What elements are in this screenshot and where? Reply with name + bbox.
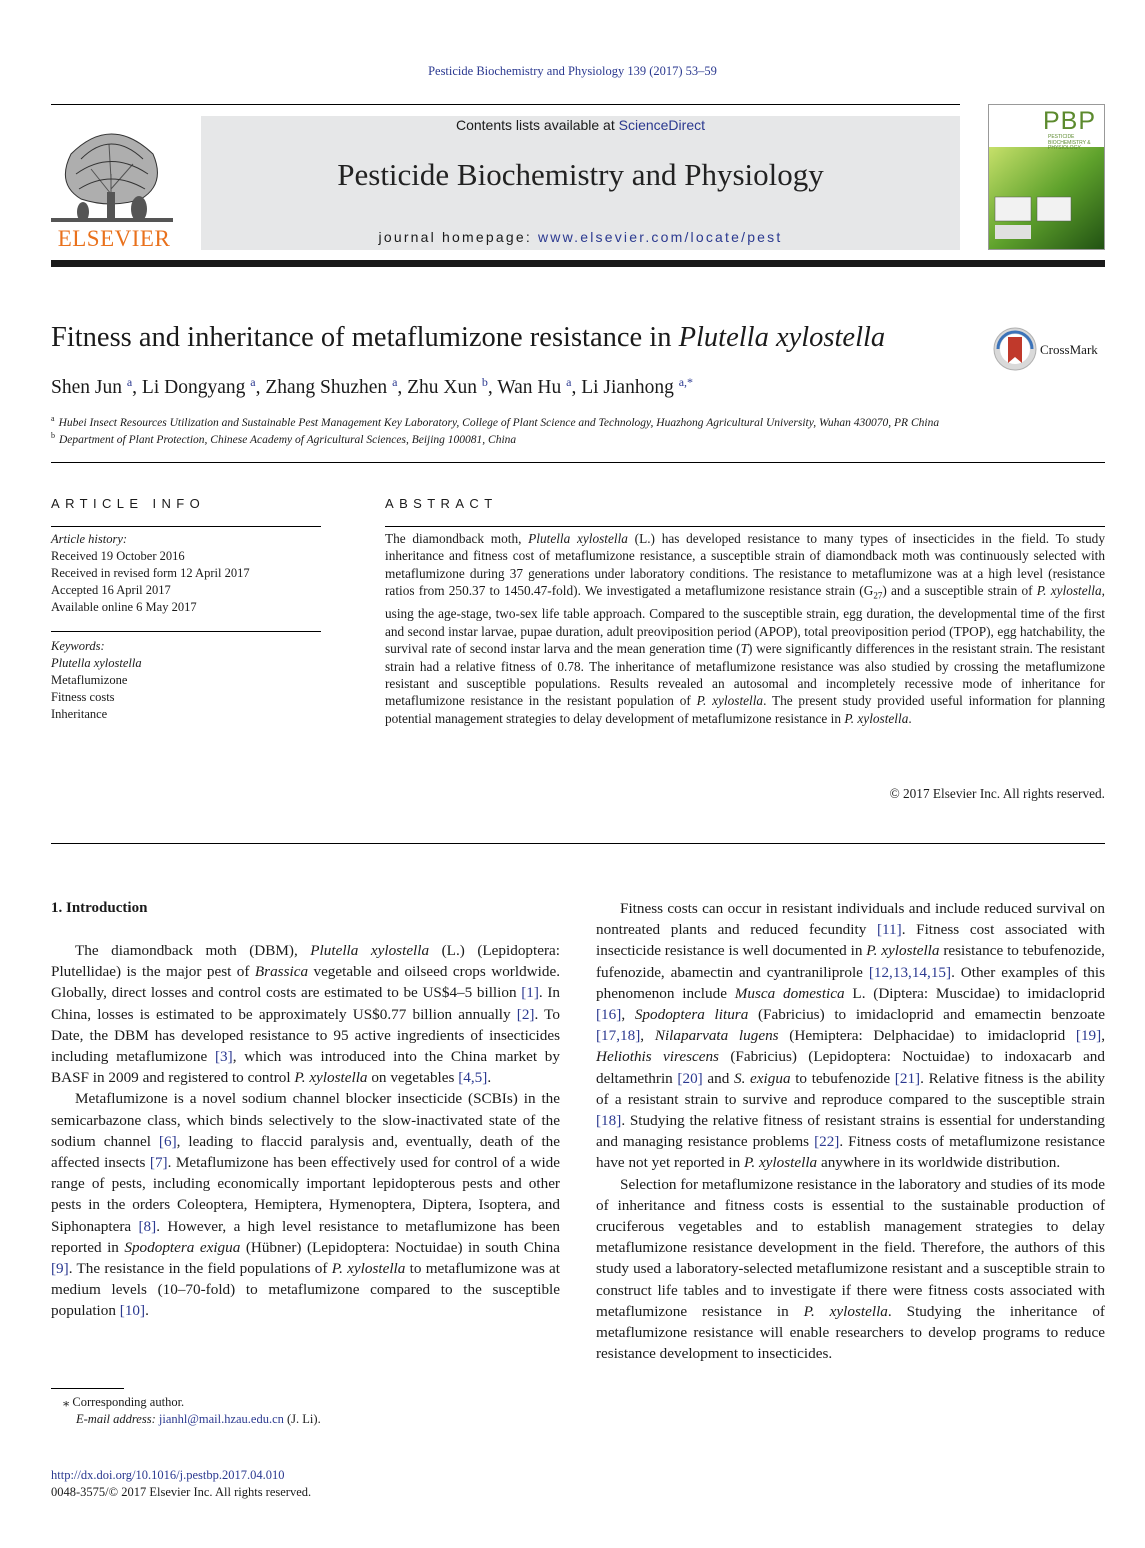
citation-link[interactable]: [3]: [214, 1048, 233, 1066]
introduction-heading: 1. Introduction: [51, 900, 148, 916]
history-accepted: Accepted 16 April 2017: [51, 583, 171, 597]
homepage-line: [201, 229, 960, 245]
body-paragraph: Metaflumizone is a novel sodium channel blocker insecticide (SCBIs) in the semicarbazone class, which binds selectively to the slow-inactivated state of the sodium channel [6], leading to flaccid paralysis and, eventually, death of the affected insects [7]. Metaflumizone has been effectively used for control of a wide range of pests, including economically important lepidopterous pests and other pests in the orders Coleoptera, Hemiptera, Hymenoptera, Diptera, Isoptera, and Siphonaptera [8]. However, a high level resistance to metaflumizone has been reported in Spodoptera exigua (Hübner) (Lepidoptera: Noctuidae) in south China [9]. The resistance in the field populations of P. xylostella to metaflumizone was at medium levels (10–70-fold) to metaflumizone compared to the susceptible population [10].: [51, 1090, 560, 1320]
affiliation-mark: a: [51, 414, 55, 423]
author-name[interactable]: Li Dongyang: [141, 377, 246, 398]
article-info-heading: ARTICLE INFO: [51, 496, 206, 511]
author-affiliation-mark[interactable]: a,*: [678, 375, 694, 389]
history-online: Available online 6 May 2017: [51, 600, 197, 614]
history-revised: Received in revised form 12 April 2017: [51, 566, 250, 580]
body-paragraph: Fitness costs can occur in resistant individuals and include reduced survival on nontreated plants and reduced fecundity [11]. Fitness cost associated with insecticide resistance is well documented in P. xylostella resistance to tebufenozide, fufenozide, abamectin and cyantraniliprole [12,13,14,15]. Other examples of this phenomenon include Musca domestica L. (Diptera: Muscidae) to imidacloprid [16], Spodoptera litura (Fabricius) to imidacloprid and emamectin benzoate [17,18], Nilaparvata lugens (Hemiptera: Delphacidae) to imidacloprid [19], Heliothis virescens (Fabricius) (Lepidoptera: Noctuidae) to indoxacarb and deltamethrin [20] and S. exigua to tebufenozide [21]. Relative fitness is the ability of a resistant strain to survive and reproduce compared to the susceptible strain [18]. Studying the relative fitness of resistant strains is essential for understanding and managing resistance problems [22]. Fitness costs of metaflumizone resistance have not yet reported in P. xylostella anywhere in its worldwide distribution.: [596, 900, 1106, 1172]
corresponding-label: Corresponding author.: [72, 1395, 185, 1409]
keyword: Fitness costs: [51, 690, 115, 704]
email-label: E-mail address:: [76, 1412, 156, 1426]
citation-link[interactable]: [2]: [516, 1005, 535, 1023]
crossmark-icon[interactable]: [993, 327, 1037, 371]
citation-link[interactable]: [9]: [51, 1260, 69, 1278]
abstract-end-rule: [51, 843, 1105, 844]
citation-link[interactable]: [19]: [1075, 1027, 1102, 1045]
citation-link[interactable]: [1]: [521, 984, 539, 1002]
author-name[interactable]: Wan Hu: [497, 377, 562, 398]
author-affiliation-mark[interactable]: a: [392, 375, 398, 389]
citation-link[interactable]: [17,18]: [596, 1027, 641, 1045]
crossmark-label[interactable]: CrossMark: [1040, 342, 1098, 357]
keywords-block: [51, 638, 142, 723]
keywords-rule: [51, 631, 321, 632]
author-name[interactable]: Zhang Shuzhen: [265, 377, 388, 398]
article-history: [51, 531, 250, 616]
history-label: Article history:: [51, 532, 128, 546]
email-suffix: (J. Li).: [283, 1412, 321, 1426]
title-block-rule: [51, 462, 1105, 463]
author-affiliation-mark[interactable]: b: [481, 375, 488, 389]
history-received: Received 19 October 2016: [51, 549, 185, 563]
keyword: Plutella xylostella: [51, 656, 142, 670]
citation-link[interactable]: [21]: [894, 1069, 921, 1087]
elsevier-wordmark: ELSEVIER: [57, 226, 171, 251]
citation-link[interactable]: [12,13,14,15]: [868, 963, 952, 981]
affiliation-text: Department of Plant Protection, Chinese Academy of Agricultural Sciences, Beijing 100081, China: [59, 433, 517, 446]
affiliation-a: [51, 414, 939, 429]
citation-link[interactable]: [7]: [149, 1154, 168, 1172]
journal-title: Pesticide Biochemistry and Physiology: [337, 157, 824, 192]
citation-link[interactable]: [16]: [596, 1006, 622, 1024]
author-name[interactable]: Shen Jun: [51, 377, 122, 398]
keyword: Metaflumizone: [51, 673, 128, 687]
abstract-rule: [385, 526, 1105, 527]
body-paragraph: The diamondback moth (DBM), Plutella xylostella (L.) (Lepidoptera: Plutellidae) is the major pest of Brassica vegetable and oilseed crops worldwide. Globally, direct losses and control costs are estimated to be US$4–5 billion [1]. In China, losses is estimated to be approximately US$0.77 billion annually [2]. To Date, the DBM has developed resistance to 95 active ingredients of insecticides including metaflumizone [3], which was introduced into the China market by BASF in 2009 and registered to control P. xylostella on vegetables [4,5].: [51, 942, 560, 1087]
body-paragraph: Selection for metaflumizone resistance in the laboratory and studies of its mode of inheritance and fitness costs is essential to the sustainable production of cruciferous vegetables and to establish management strategies to delay metaflumizone resistance development in the field. Therefore, the authors of this study used a laboratory-selected metaflumizone resistant and a susceptible strain to construct life tables and to investigate if there were fitness costs associated with metaflumizone resistance in P. xylostella. Studying the inheritance of metaflumizone resistance will enable researchers to develop programs to reduce resistance development to insecticides.: [596, 1175, 1105, 1363]
author-name[interactable]: Li Jianhong: [581, 377, 674, 398]
affiliation-text: Hubei Insect Resources Utilization and Sustainable Pest Management Key Laboratory, College of Plant Science and Technology, Huazhong Agricultural University, Wuhan 430070, PR China: [58, 416, 940, 429]
citation-link[interactable]: [22]: [814, 1133, 840, 1151]
citation-link[interactable]: [20]: [677, 1069, 703, 1087]
citation-link[interactable]: [4,5]: [458, 1069, 488, 1087]
abstract-text: The diamondback moth, Plutella xylostella (L.) has developed resistance to many types of insecticides in the field. To study inheritance and fitness cost of metaflumizone resistance, a susceptible strain of diamondback moth was continuously selected with metaflumizone during 37 generations under laboratory conditions. The resistance to metaflumizone was at a high level (resistance ratios from 250.37 to 1450.47-fold). We investigated a metaflumizone resistance strain $(G_{27})$ and a susceptible strain of P. xylostella, using the age-stage, two-sex life table approach. Compared to the susceptible strain, egg duration, the developmental time of the first and second instar larvae, pupae duration, adult preoviposition period (APOP), total preoviposition period (TPOP), egg hatchability, the survival rate of second instar larva and the mean generation time (T) were significantly differences in the resistant strain. The resistant strain had a relative fitness of 0.78. The inheritance of metaflumizone resistance was also studied by crossing the metaflumizone resistant and susceptible populations. Results revealed an autosomal and incompletely recessive mode of inheritance for metaflumizone resistance in the resistant population of P. xylostella. The present study provided useful information for planning potential management strategies to delay development of metaflumizone resistance in P. xylostella.: [385, 531, 1105, 726]
article-info-rule: [51, 526, 321, 527]
citation-link[interactable]: [11]: [876, 921, 902, 939]
cover-abbreviation: PBP: [1042, 107, 1096, 135]
journal-cover-thumbnail[interactable]: [988, 104, 1105, 250]
doi-block: [51, 1467, 311, 1501]
contents-prefix: Contents lists available at: [455, 117, 619, 133]
citation-link[interactable]: [8]: [138, 1217, 157, 1235]
footnote-star: ⁎: [63, 1395, 70, 1409]
author-affiliation-mark[interactable]: a: [126, 375, 133, 389]
citation-link[interactable]: [6]: [158, 1132, 177, 1150]
author-affiliation-mark[interactable]: a: [566, 375, 572, 389]
cover-title: PESTICIDE BIOCHEMISTRY & PHYSIOLOGY: [1048, 134, 1091, 151]
masthead-top-rule: [51, 104, 960, 105]
author-list: Shen Jun $^a$, Li Dongyang $^a$, Zhang Shuzhen $^a$, Zhu Xun $^b$, Wan Hu $^a$, Li Jianhong $^{a,*}$: [51, 375, 694, 398]
contents-line: [201, 117, 960, 133]
journal-reference[interactable]: Pesticide Biochemistry and Physiology 139 (2017) 53–59: [428, 64, 717, 78]
sciencedirect-link[interactable]: ScienceDirect: [618, 117, 705, 133]
keyword: Inheritance: [51, 707, 108, 721]
author-name[interactable]: Zhu Xun: [407, 377, 478, 398]
article-title: [51, 322, 885, 354]
body-column-right: [596, 898, 1105, 1364]
title-species: Plutella xylostella: [678, 322, 886, 353]
title-main: Fitness and inheritance of metaflumizone resistance in: [51, 322, 679, 353]
body-column-left: [51, 940, 560, 1322]
footnote-rule: [51, 1388, 124, 1389]
doi-link[interactable]: http://dx.doi.org/10.1016/j.pestbp.2017.04.010: [51, 1468, 285, 1482]
citation-link[interactable]: [18]: [596, 1112, 622, 1130]
abstract-copyright: © 2017 Elsevier Inc. All rights reserved.: [889, 786, 1105, 801]
homepage-link[interactable]: www.elsevier.com/locate/pest: [538, 229, 783, 245]
abstract-heading: ABSTRACT: [385, 496, 498, 511]
author-affiliation-mark[interactable]: a: [250, 375, 256, 389]
rights-line: 0048-3575/© 2017 Elsevier Inc. All rights reserved.: [51, 1485, 312, 1499]
cover-art-image: [989, 147, 1105, 250]
citation-link[interactable]: [10]: [119, 1302, 146, 1320]
affiliation-mark: b: [51, 431, 55, 440]
masthead-bottom-rule: [51, 260, 1105, 267]
keywords-label: Keywords:: [51, 639, 105, 653]
affiliation-b: [51, 431, 516, 446]
corresponding-author-footnote: [51, 1394, 321, 1428]
homepage-prefix: journal homepage:: [378, 229, 538, 245]
email-link[interactable]: jianhl@mail.hzau.edu.cn: [158, 1412, 284, 1426]
